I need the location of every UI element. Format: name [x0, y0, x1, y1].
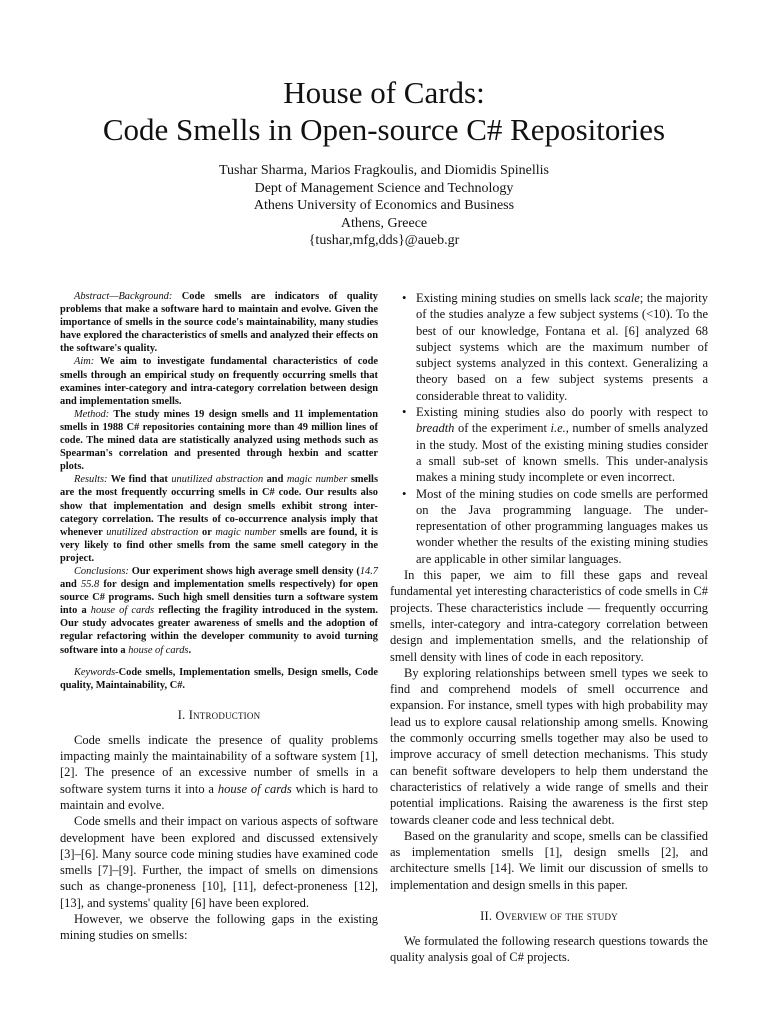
- intro-paragraph-1: Code smells indicate the presence of quality problems impacting mainly the maintainability of a software system [1], [2]. The presence of an excessive number of smells in a software system turns it into a house of cards which is hard to maintain and evolve.: [60, 732, 379, 812]
- author-block: [0, 162, 768, 250]
- keywords-label: Keywords-: [74, 666, 119, 678]
- intro-paragraph-3: However, we observe the following gaps in the existing mining studies on smells:: [60, 912, 378, 943]
- title-line-1: House of Cards:: [283, 75, 485, 110]
- gap-item-language: • Most of the mining studies on code smells are performed on the Java programming language. The under-representation of other programming languages makes us wonder whether the results of the existing mining studies are applicable in other similar languages.: [416, 486, 708, 567]
- right-body: [390, 567, 708, 893]
- body-paragraph-relationships: By exploring relationships between smell types we seek to find and comprehend models of smell occurrence and expansion. For instance, smell types with high probability may lead us to explore causal relationship among smells. Knowing the commonly occurring smells together may also be used to improve accuracy of smell detection mechanisms. This study can benefit software developers to help them understand the characteristics of relatively a wide range of smells and their potential implications. Raising the awareness is the first step towards cleaner code and less technical debt.: [390, 665, 708, 827]
- abstract-method-label: Method:: [74, 408, 110, 420]
- abstract-conclusions: Conclusions: Our experiment shows high average smell density (14.7 and 55.8 for design and implementation smells respectively) for open source C# programs. Such high smell densities turn a software system into a house of cards reflecting the fragility introduced in the system. Our study advocates greater awareness of smells and the adoption of regular refactoring within the developer community to avoid turning software into a house of cards.: [60, 565, 378, 656]
- gap-item-breadth: • Existing mining studies also do poorly with respect to breadth of the experiment i.e., number of smells analyzed in the study. Most of the existing mining studies consider a small sub-set of known smells. This under-analysis makes a mining study incomplete or even incorrect.: [416, 404, 708, 485]
- paper-title: [0, 74, 768, 148]
- overview-paragraph: We formulated the following research questions towards the quality analysis goal of C# projects.: [390, 933, 708, 965]
- right-column: [390, 290, 708, 966]
- introduction-body: [60, 732, 378, 944]
- abstract-conclusions-label: Conclusions:: [74, 565, 129, 577]
- affiliation-dept: Dept of Management Science and Technology: [254, 180, 514, 196]
- affiliation-location: Athens, Greece: [340, 215, 428, 231]
- body-paragraph-classification: Based on the granularity and scope, smells can be classified as implementation smells [1], design smells [2], and architecture smells [14]. We limit our discussion of smells to implementation and design smells in this paper.: [390, 828, 708, 892]
- section-heading-overview: II. Overview of the study: [480, 908, 618, 923]
- title-line-2: Code Smells in Open-source C# Repositories: [102, 112, 666, 147]
- abstract: [60, 290, 378, 692]
- section-heading-introduction: I. Introduction: [177, 707, 261, 722]
- abstract-aim: Aim: We aim to investigate fundamental characteristics of code smells through an empirical study on frequently occurring smells that examines inter-category and intra-category correlation between design and implementation smells.: [60, 356, 378, 407]
- author-names: Tushar Sharma, Marios Fragkoulis, and Diomidis Spinellis: [218, 163, 550, 178]
- gaps-list: [390, 290, 708, 567]
- intro-paragraph-2: Code smells and their impact on various aspects of software development have been explored and discussed extensively [3]–[6]. Many source code mining studies have examined code smells [7]–[9]. Further, the impact of smells on dimensions such as change-proneness [10], [11], defect-proneness [12], [13], and systems' quality [6] have been explored.: [60, 814, 378, 910]
- abstract-method: Method: The study mines 19 design smells and 11 implementation smells in 1988 C# repositories containing more than 49 million lines of code. The mined data are statistically analyzed using methods such as Spearman's correlation and presented through hexbin and scatter plots.: [60, 408, 378, 473]
- affiliation-university: Athens University of Economics and Business: [253, 198, 515, 214]
- abstract-background: Abstract—Background: Code smells are indicators of quality problems that make a software hard to maintain and evolve. Given the importance of smells in the source code's maintainability, many studies have explored the characteristics of smells and analyzed their effects on the software's quality.: [60, 291, 378, 355]
- abstract-background-label: Abstract—Background:: [74, 291, 173, 302]
- author-email: {tushar,mfg,dds}@aueb.gr: [308, 233, 460, 249]
- body-paragraph-aim: In this paper, we aim to fill these gaps and reveal fundamental yet interesting characteristics of code smells in C# projects. These characteristics include — frequently occurring smells, inter-category and intra-category correlation between design and implementation smells, and the relationship of smell density with lines of code in each repository.: [390, 568, 708, 664]
- abstract-results-label: Results:: [74, 474, 108, 486]
- left-column: [60, 290, 378, 944]
- overview-body: [390, 933, 708, 966]
- gap-item-scale: • Existing mining studies on smells lack scale; the majority of the studies analyze a few subject systems (<10). To the best of our knowledge, Fontana et al. [6] analyzed 68 subject systems which are the maximum number of subject systems analyzed in this context. Generalizing a theory based on a few subject systems presents a considerable threat to validity.: [416, 290, 708, 404]
- abstract-results: Results: We find that unutilized abstraction and magic number smells are the most frequently occurring smells in C# code. Our results also show that implementation and design smells exhibit strong inter-category correlation. The results of co-occurrence analysis imply that whenever unutilized abstraction or magic number smells are found, it is very likely to find other smells from the same smell category in the project.: [60, 474, 378, 564]
- abstract-aim-label: Aim:: [74, 356, 95, 368]
- keywords: Keywords-Code smells, Implementation smells, Design smells, Code quality, Maintainability, C#.: [60, 666, 378, 691]
